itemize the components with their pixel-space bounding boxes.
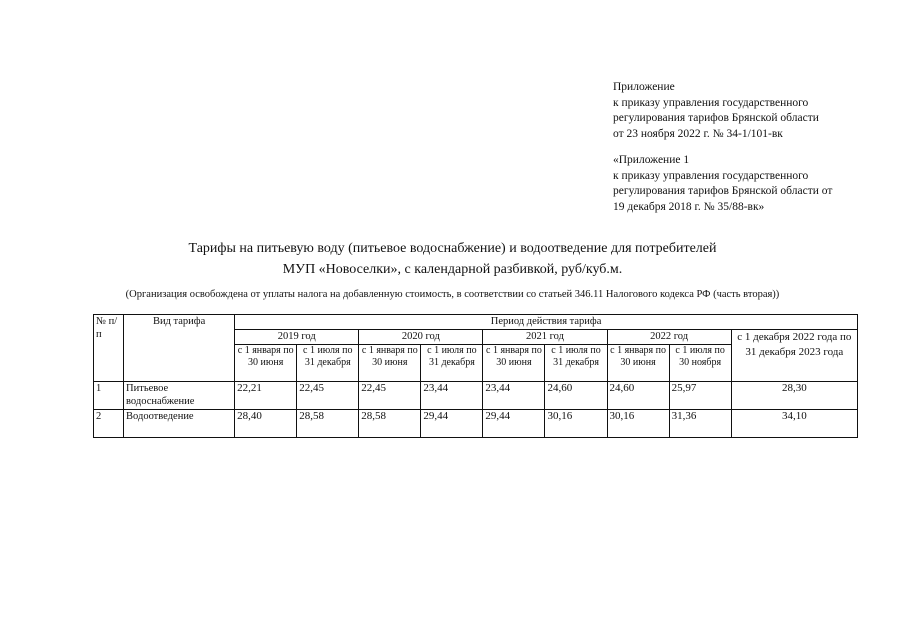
appendix-1-line: 19 декабря 2018 г. № 35/88-вк» [613, 200, 765, 213]
header-type: Вид тарифа [124, 315, 235, 382]
row-value: 28,58 [359, 410, 421, 438]
appendix-line: к приказу управления государственного [613, 96, 809, 109]
header-year-2022: 2022 год [607, 330, 731, 345]
row-value: 29,44 [421, 410, 483, 438]
row-value: 22,45 [359, 382, 421, 410]
appendix-line: от 23 ноября 2022 г. № 34-1/101-вк [613, 127, 783, 140]
header-last-period: с 1 декабря 2022 года по 31 декабря 2023 года [731, 330, 857, 382]
appendix-1-line: регулирования тарифов Брянской области от [613, 185, 833, 197]
appendix-1-line: «Приложение 1 [613, 154, 690, 166]
row-value: 28,40 [235, 410, 297, 438]
appendix-block [613, 80, 883, 142]
row-value: 22,45 [297, 382, 359, 410]
row-type: Питьевое водоснабжение [124, 382, 235, 410]
appendix-line: регулирования тарифов Брянской области [613, 112, 819, 124]
header-year-2020: 2020 год [359, 330, 483, 345]
header-year-2021: 2021 год [483, 330, 607, 345]
header-year-2019: 2019 год [235, 330, 359, 345]
table-row [94, 382, 858, 410]
row-num: 2 [94, 410, 124, 438]
row-value: 34,10 [731, 410, 857, 438]
header-subperiod: с 1 января по 30 июня [607, 345, 669, 382]
header-subperiod: с 1 июля по 31 декабря [421, 345, 483, 382]
header-period: Период действия тарифа [235, 315, 858, 330]
row-value: 30,16 [545, 410, 607, 438]
tariff-table [93, 314, 858, 438]
vat-note: (Организация освобождена от уплаты налога на добавленную стоимость, в соответствии со статьей 346.11 Налогового кодекса РФ (часть вторая)) [125, 289, 780, 300]
title-line-2: МУП «Новоселки», с календарной разбивкой, руб/куб.м. [282, 262, 623, 277]
row-value: 24,60 [607, 382, 669, 410]
row-type: Водоотведение [124, 410, 235, 438]
row-num: 1 [94, 382, 124, 410]
row-value: 23,44 [483, 382, 545, 410]
appendix-1-line: к приказу управления государственного [613, 169, 809, 182]
header-subperiod: с 1 июля по 31 декабря [297, 345, 359, 382]
row-value: 28,58 [297, 410, 359, 438]
row-value: 31,36 [669, 410, 731, 438]
document-title [0, 238, 905, 280]
row-value: 29,44 [483, 410, 545, 438]
table-row [94, 410, 858, 438]
header-subperiod: с 1 июля по 31 декабря [545, 345, 607, 382]
row-value: 25,97 [669, 382, 731, 410]
header-subperiod: с 1 января по 30 июня [235, 345, 297, 382]
header-num: № п/п [94, 315, 124, 382]
header-subperiod: с 1 января по 30 июня [359, 345, 421, 382]
row-value: 23,44 [421, 382, 483, 410]
row-value: 24,60 [545, 382, 607, 410]
appendix-1-block [613, 153, 883, 215]
row-value: 30,16 [607, 410, 669, 438]
header-subperiod: с 1 июля по 30 ноября [669, 345, 731, 382]
row-value: 28,30 [731, 382, 857, 410]
appendix-line: Приложение [613, 81, 675, 93]
title-line-1: Тарифы на питьевую воду (питьевое водоснабжение) и водоотведение для потребителей [188, 241, 717, 256]
header-subperiod: с 1 января по 30 июня [483, 345, 545, 382]
row-value: 22,21 [235, 382, 297, 410]
